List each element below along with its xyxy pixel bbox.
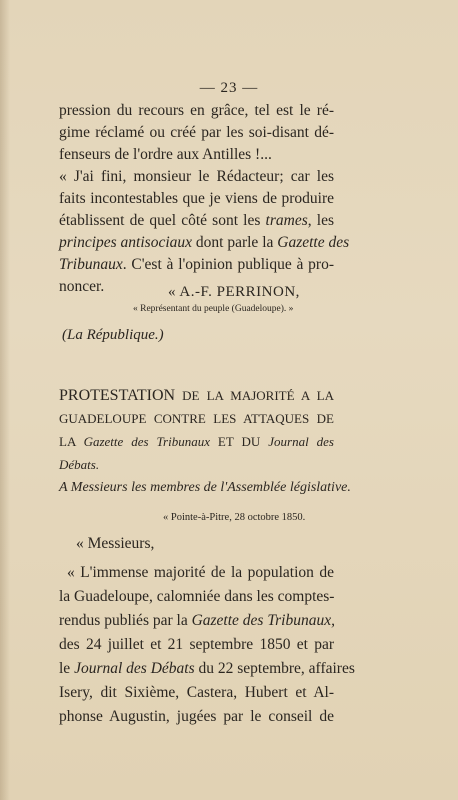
page-number: — 23 — bbox=[199, 80, 259, 96]
salutation: « Messieurs, bbox=[76, 535, 155, 552]
text-line: rendus publiés par la Gazette des Tribunaux, bbox=[59, 612, 335, 629]
text-line: établissent de quel côté sont les trames, les bbox=[59, 212, 334, 229]
source-citation: (La République.) bbox=[62, 327, 164, 343]
text-line: fenseurs de l'ordre aux Antilles !... bbox=[59, 146, 272, 163]
text-line: faits incontestables que je viens de produire bbox=[59, 190, 334, 207]
signature: « A.-F. PERRINON, bbox=[168, 284, 300, 300]
text-line: « J'ai fini, monsieur le Rédacteur; car les bbox=[59, 168, 334, 185]
text-line: noncer. bbox=[59, 278, 105, 295]
paragraph-2 bbox=[59, 166, 350, 298]
text-line: principes antisociaux dont parle la Gazette des bbox=[59, 234, 350, 251]
text-line: « L'immense majorité de la population de bbox=[67, 564, 334, 581]
heading-line: PROTESTATION DE LA MAJORITÉ A LA bbox=[59, 387, 334, 404]
text-line: Tribunaux. C'est à l'opinion publique à pro- bbox=[59, 256, 334, 273]
text-line: des 24 juillet et 21 septembre 1850 et par bbox=[59, 636, 334, 653]
paragraph-1 bbox=[59, 100, 334, 166]
signature-note: « Représentant du peuple (Guadeloupe). » bbox=[133, 304, 294, 314]
paragraph-3 bbox=[59, 561, 355, 729]
text-line: le Journal des Débats du 22 septembre, affaires bbox=[59, 660, 355, 677]
heading-line: GUADELOUPE CONTRE LES ATTAQUES DE bbox=[59, 411, 334, 426]
text-line: la Guadeloupe, calomniée dans les comptes- bbox=[59, 588, 335, 605]
text-line: Isery, dit Sixième, Castera, Hubert et Al- bbox=[59, 684, 334, 701]
text-line: gime réclamé ou créé par les soi-disant dé- bbox=[59, 124, 334, 141]
text-line: phonse Augustin, jugées par le conseil de bbox=[59, 708, 334, 725]
section-heading bbox=[59, 384, 334, 476]
dateline: « Pointe-à-Pitre, 28 octobre 1850. bbox=[163, 512, 306, 523]
heading-line: Débats. bbox=[59, 457, 100, 472]
address-line: A Messieurs les membres de l'Assemblée législative. bbox=[59, 480, 351, 495]
heading-line: LA Gazette des Tribunaux ET DU Journal des bbox=[59, 434, 334, 449]
text-line: pression du recours en grâce, tel est le ré- bbox=[59, 102, 334, 119]
